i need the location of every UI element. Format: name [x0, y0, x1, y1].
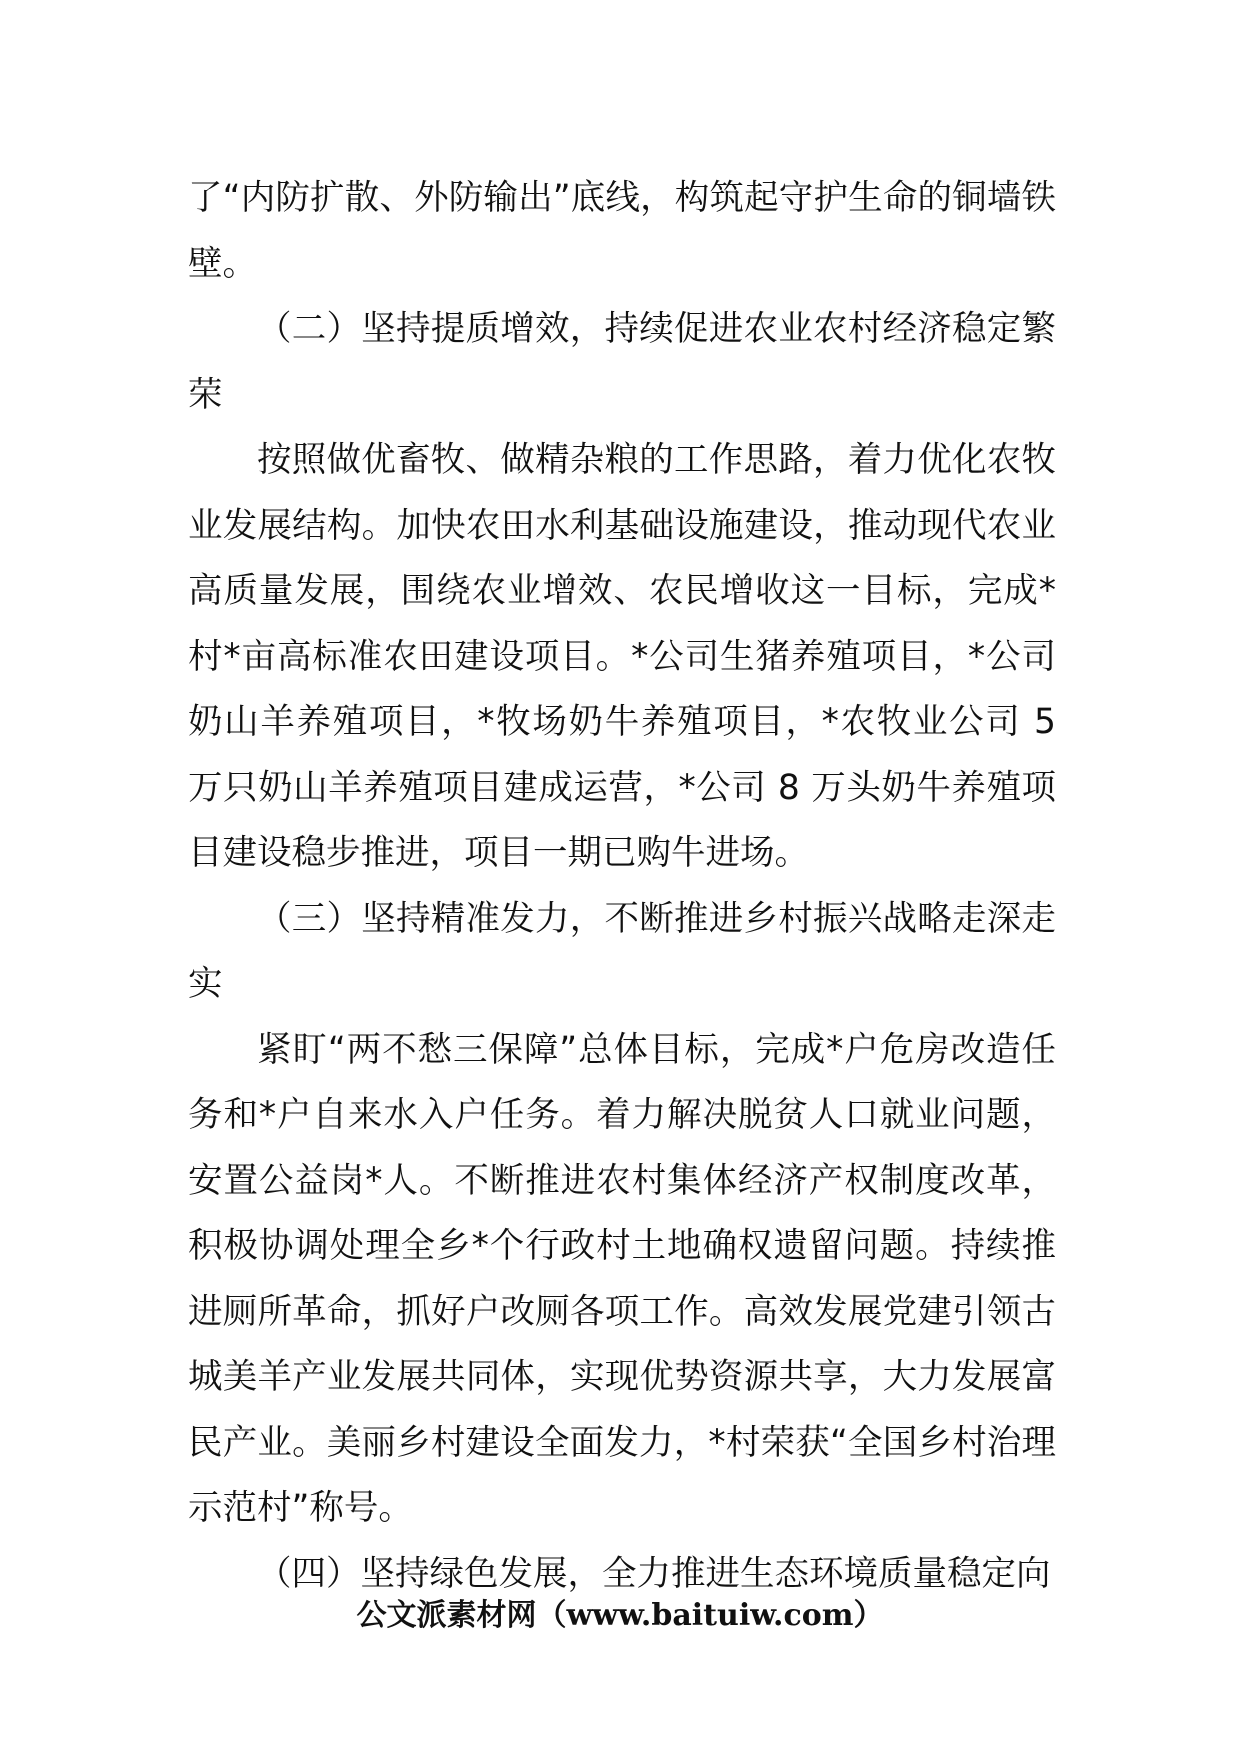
section-heading-2: （二）坚持提质增效，持续促进农业农村经济稳定繁荣: [188, 309, 1056, 415]
paragraph-rural-revitalization: 紧盯“两不愁三保障”总体目标，完成*户危房改造任务和*户自来水入户任务。着力解决脱贫人口就业问题，安置公益岗*人。不断推进农村集体经济产权制度改革，积极协调处理全乡*个行政村土地确权遗留问题。持续推进厕所革命，抓好户改厕各项工作。高效发展党建引领古城美羊产业发展共同体，实现优势资源共享，大力发展富民产业。美丽乡村建设全面发力，*村荣获“全国乡村治理示范村”称号。: [188, 1029, 1056, 1528]
document-body: [188, 166, 1056, 1607]
section-heading-4: （四）坚持绿色发展，全力推进生态环境质量稳定向: [257, 1553, 1051, 1594]
section-heading-3: （三）坚持精准发力，不断推进乡村振兴战略走深走实: [188, 898, 1056, 1004]
paragraph-continuation: 了“内防扩散、外防输出”底线，构筑起守护生命的铜墙铁壁。: [188, 178, 1056, 284]
footer-watermark: 公文派素材网（www.baituiw.com）: [356, 1598, 884, 1633]
paragraph-agriculture: 按照做优畜牧、做精杂粮的工作思路，着力优化农牧业发展结构。加快农田水利基础设施建设，推动现代农业高质量发展，围绕农业增效、农民增收这一目标，完成*村*亩高标准农田建设项目。*公司生猪养殖项目，*公司奶山羊养殖项目，*牧场奶牛养殖项目，*农牧业公司 5 万只奶山羊养殖项目建成运营，*公司 8 万头奶牛养殖项目建设稳步推进，项目一期已购牛进场。: [188, 440, 1056, 873]
